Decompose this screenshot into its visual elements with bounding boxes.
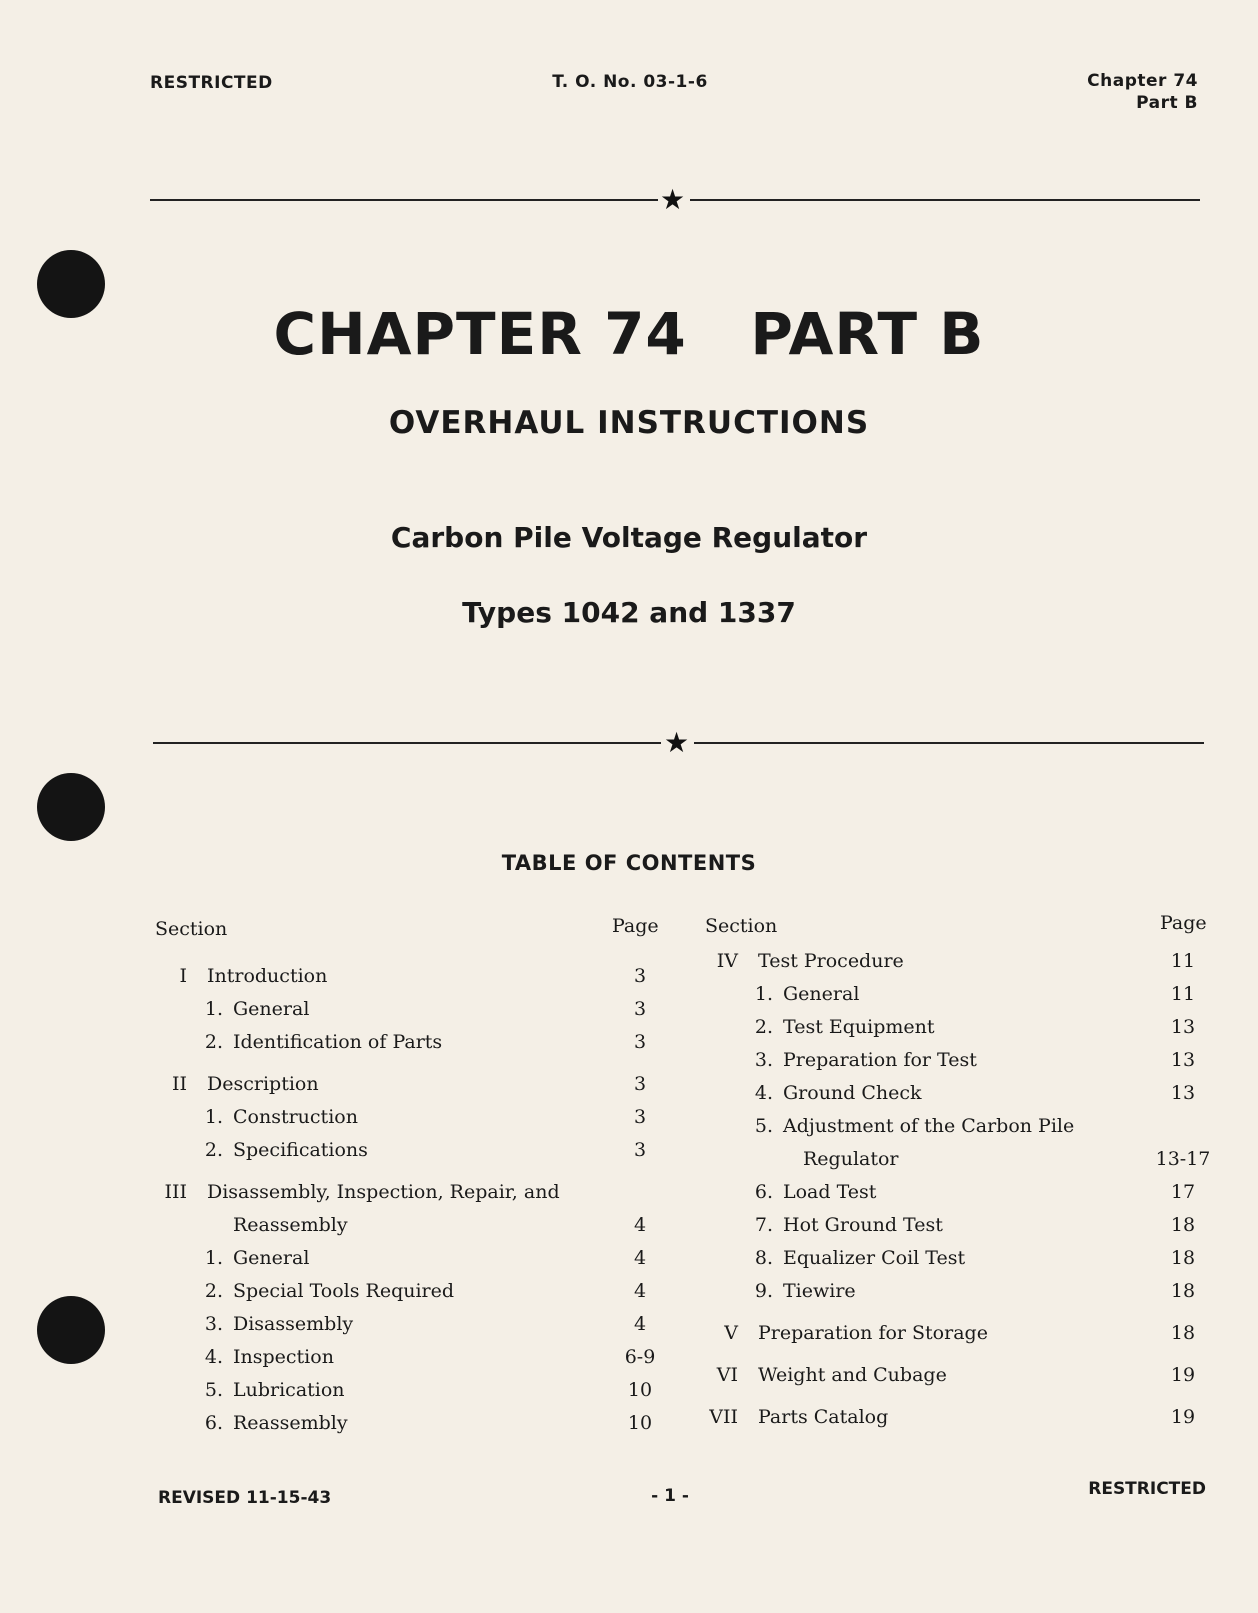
toc-entry-title: Lubrication — [233, 1379, 345, 1401]
toc-entry-title: Ground Check — [783, 1082, 922, 1104]
toc-entry-title: Special Tools Required — [233, 1280, 455, 1302]
header-part: Part B — [1136, 93, 1198, 113]
toc-entry-title: Disassembly — [233, 1313, 354, 1335]
toc-entry-number: V — [724, 1322, 738, 1344]
header-tech-order-number: T. O. No. 03-1-6 — [552, 72, 708, 92]
toc-entry-number: 2. — [204, 1139, 223, 1161]
footer-page-number: - 1 - — [651, 1486, 689, 1506]
toc-entry-page: 18 — [1170, 1322, 1196, 1344]
toc-entry-page: 3 — [633, 1031, 647, 1053]
star-icon: ★ — [664, 726, 690, 759]
toc-entry-title: Disassembly, Inspection, Repair, and — [207, 1181, 560, 1203]
toc-entry-title: Introduction — [207, 965, 328, 987]
toc-entry-page: 13 — [1170, 1082, 1196, 1104]
toc-entry-number: VI — [716, 1364, 738, 1386]
star-icon: ★ — [660, 183, 686, 216]
toc-entry-number: 8. — [754, 1247, 773, 1269]
toc-right-section-label: Section — [705, 915, 778, 937]
toc-entry-number: 1. — [204, 1106, 223, 1128]
toc-entry-number: 1. — [204, 998, 223, 1020]
toc-entry-title: General — [233, 998, 310, 1020]
toc-entry-page: 3 — [633, 998, 647, 1020]
toc-entry-title: Specifications — [233, 1139, 368, 1161]
toc-entry-page: 3 — [633, 965, 647, 987]
toc-entry-title: Reassembly — [233, 1214, 348, 1236]
toc-entry-page: 18 — [1170, 1214, 1196, 1236]
toc-entry-title: Test Equipment — [783, 1016, 935, 1038]
toc-entry-title: Weight and Cubage — [758, 1364, 947, 1386]
toc-entry-number: 6. — [204, 1412, 223, 1434]
toc-entry-number: II — [171, 1073, 187, 1095]
toc-entry-page: 3 — [633, 1139, 647, 1161]
binder-hole-bottom — [37, 1296, 105, 1364]
divider-line-bottom-left — [153, 742, 661, 744]
toc-heading: TABLE OF CONTENTS — [501, 851, 757, 875]
toc-entry-page: 4 — [633, 1214, 647, 1236]
toc-entry-number: 5. — [754, 1115, 773, 1137]
toc-entry-number: 4. — [754, 1082, 773, 1104]
toc-entry-page: 19 — [1170, 1406, 1196, 1428]
footer-revision: REVISED 11-15-43 — [158, 1488, 332, 1508]
toc-left-section-label: Section — [155, 918, 228, 940]
toc-entry-title: Identification of Parts — [233, 1031, 443, 1053]
toc-entry-page: 10 — [627, 1412, 653, 1434]
toc-entry-title: Description — [207, 1073, 319, 1095]
toc-entry-title: Preparation for Storage — [758, 1322, 988, 1344]
toc-entry-title: Construction — [233, 1106, 358, 1128]
toc-entry-page: 11 — [1170, 983, 1196, 1005]
toc-right-page-label: Page — [1160, 912, 1207, 934]
toc-entry-number: 4. — [204, 1346, 223, 1368]
toc-entry-title: Inspection — [233, 1346, 334, 1368]
toc-entry-page: 13 — [1170, 1016, 1196, 1038]
toc-entry-page: 13 — [1170, 1049, 1196, 1071]
divider-line-top-left — [150, 199, 658, 201]
toc-entry-number: VII — [709, 1406, 738, 1428]
document-subtitle: OVERHAUL INSTRUCTIONS — [388, 405, 870, 441]
toc-entry-page: 4 — [633, 1280, 647, 1302]
toc-entry-page: 18 — [1170, 1247, 1196, 1269]
toc-entry-title: Regulator — [803, 1148, 899, 1170]
toc-entry-number: 6. — [754, 1181, 773, 1203]
toc-entry-number: I — [179, 965, 187, 987]
toc-entry-page: 17 — [1170, 1181, 1196, 1203]
toc-entry-page: 6-9 — [624, 1346, 656, 1368]
toc-entry-number: 1. — [754, 983, 773, 1005]
toc-entry-number: 7. — [754, 1214, 773, 1236]
divider-line-top-right — [690, 199, 1200, 201]
toc-entry-title: Hot Ground Test — [783, 1214, 943, 1236]
toc-entry-title: Adjustment of the Carbon Pile — [783, 1115, 1075, 1137]
divider-line-bottom-right — [694, 742, 1204, 744]
toc-entry-page: 3 — [633, 1073, 647, 1095]
toc-entry-title: General — [233, 1247, 310, 1269]
toc-entry-page: 4 — [633, 1247, 647, 1269]
toc-entry-number: 3. — [754, 1049, 773, 1071]
toc-entry-page: 18 — [1170, 1280, 1196, 1302]
toc-entry-number: 9. — [754, 1280, 773, 1302]
toc-left-page-label: Page — [612, 915, 659, 937]
document-subject: Carbon Pile Voltage Regulator — [390, 521, 868, 554]
toc-entry-title: Preparation for Test — [783, 1049, 977, 1071]
toc-entry-number: 2. — [754, 1016, 773, 1038]
document-types: Types 1042 and 1337 — [462, 596, 796, 629]
toc-entry-page: 13-17 — [1155, 1148, 1211, 1170]
toc-entry-title: Reassembly — [233, 1412, 348, 1434]
toc-entry-page: 11 — [1170, 950, 1196, 972]
toc-entry-title: Equalizer Coil Test — [783, 1247, 966, 1269]
toc-entry-number: IV — [716, 950, 738, 972]
toc-entry-number: 2. — [204, 1280, 223, 1302]
toc-entry-number: 2. — [204, 1031, 223, 1053]
toc-entry-number: 3. — [204, 1313, 223, 1335]
toc-entry-page: 19 — [1170, 1364, 1196, 1386]
toc-entry-title: General — [783, 983, 860, 1005]
toc-entry-page: 4 — [633, 1313, 647, 1335]
footer-classification: RESTRICTED — [1088, 1479, 1206, 1499]
toc-entry-number: 1. — [204, 1247, 223, 1269]
toc-entry-title: Tiewire — [783, 1280, 856, 1302]
header-chapter: Chapter 74 — [1087, 71, 1198, 91]
toc-entry-title: Test Procedure — [758, 950, 904, 972]
chapter-title: CHAPTER 74 PART B — [273, 300, 985, 368]
toc-entry-page: 3 — [633, 1106, 647, 1128]
header-classification: RESTRICTED — [150, 73, 273, 93]
toc-entry-number: III — [164, 1181, 187, 1203]
toc-entry-page: 10 — [627, 1379, 653, 1401]
toc-entry-title: Parts Catalog — [758, 1406, 889, 1428]
binder-hole-middle — [37, 773, 105, 841]
toc-entry-number: 5. — [204, 1379, 223, 1401]
toc-entry-title: Load Test — [783, 1181, 877, 1203]
